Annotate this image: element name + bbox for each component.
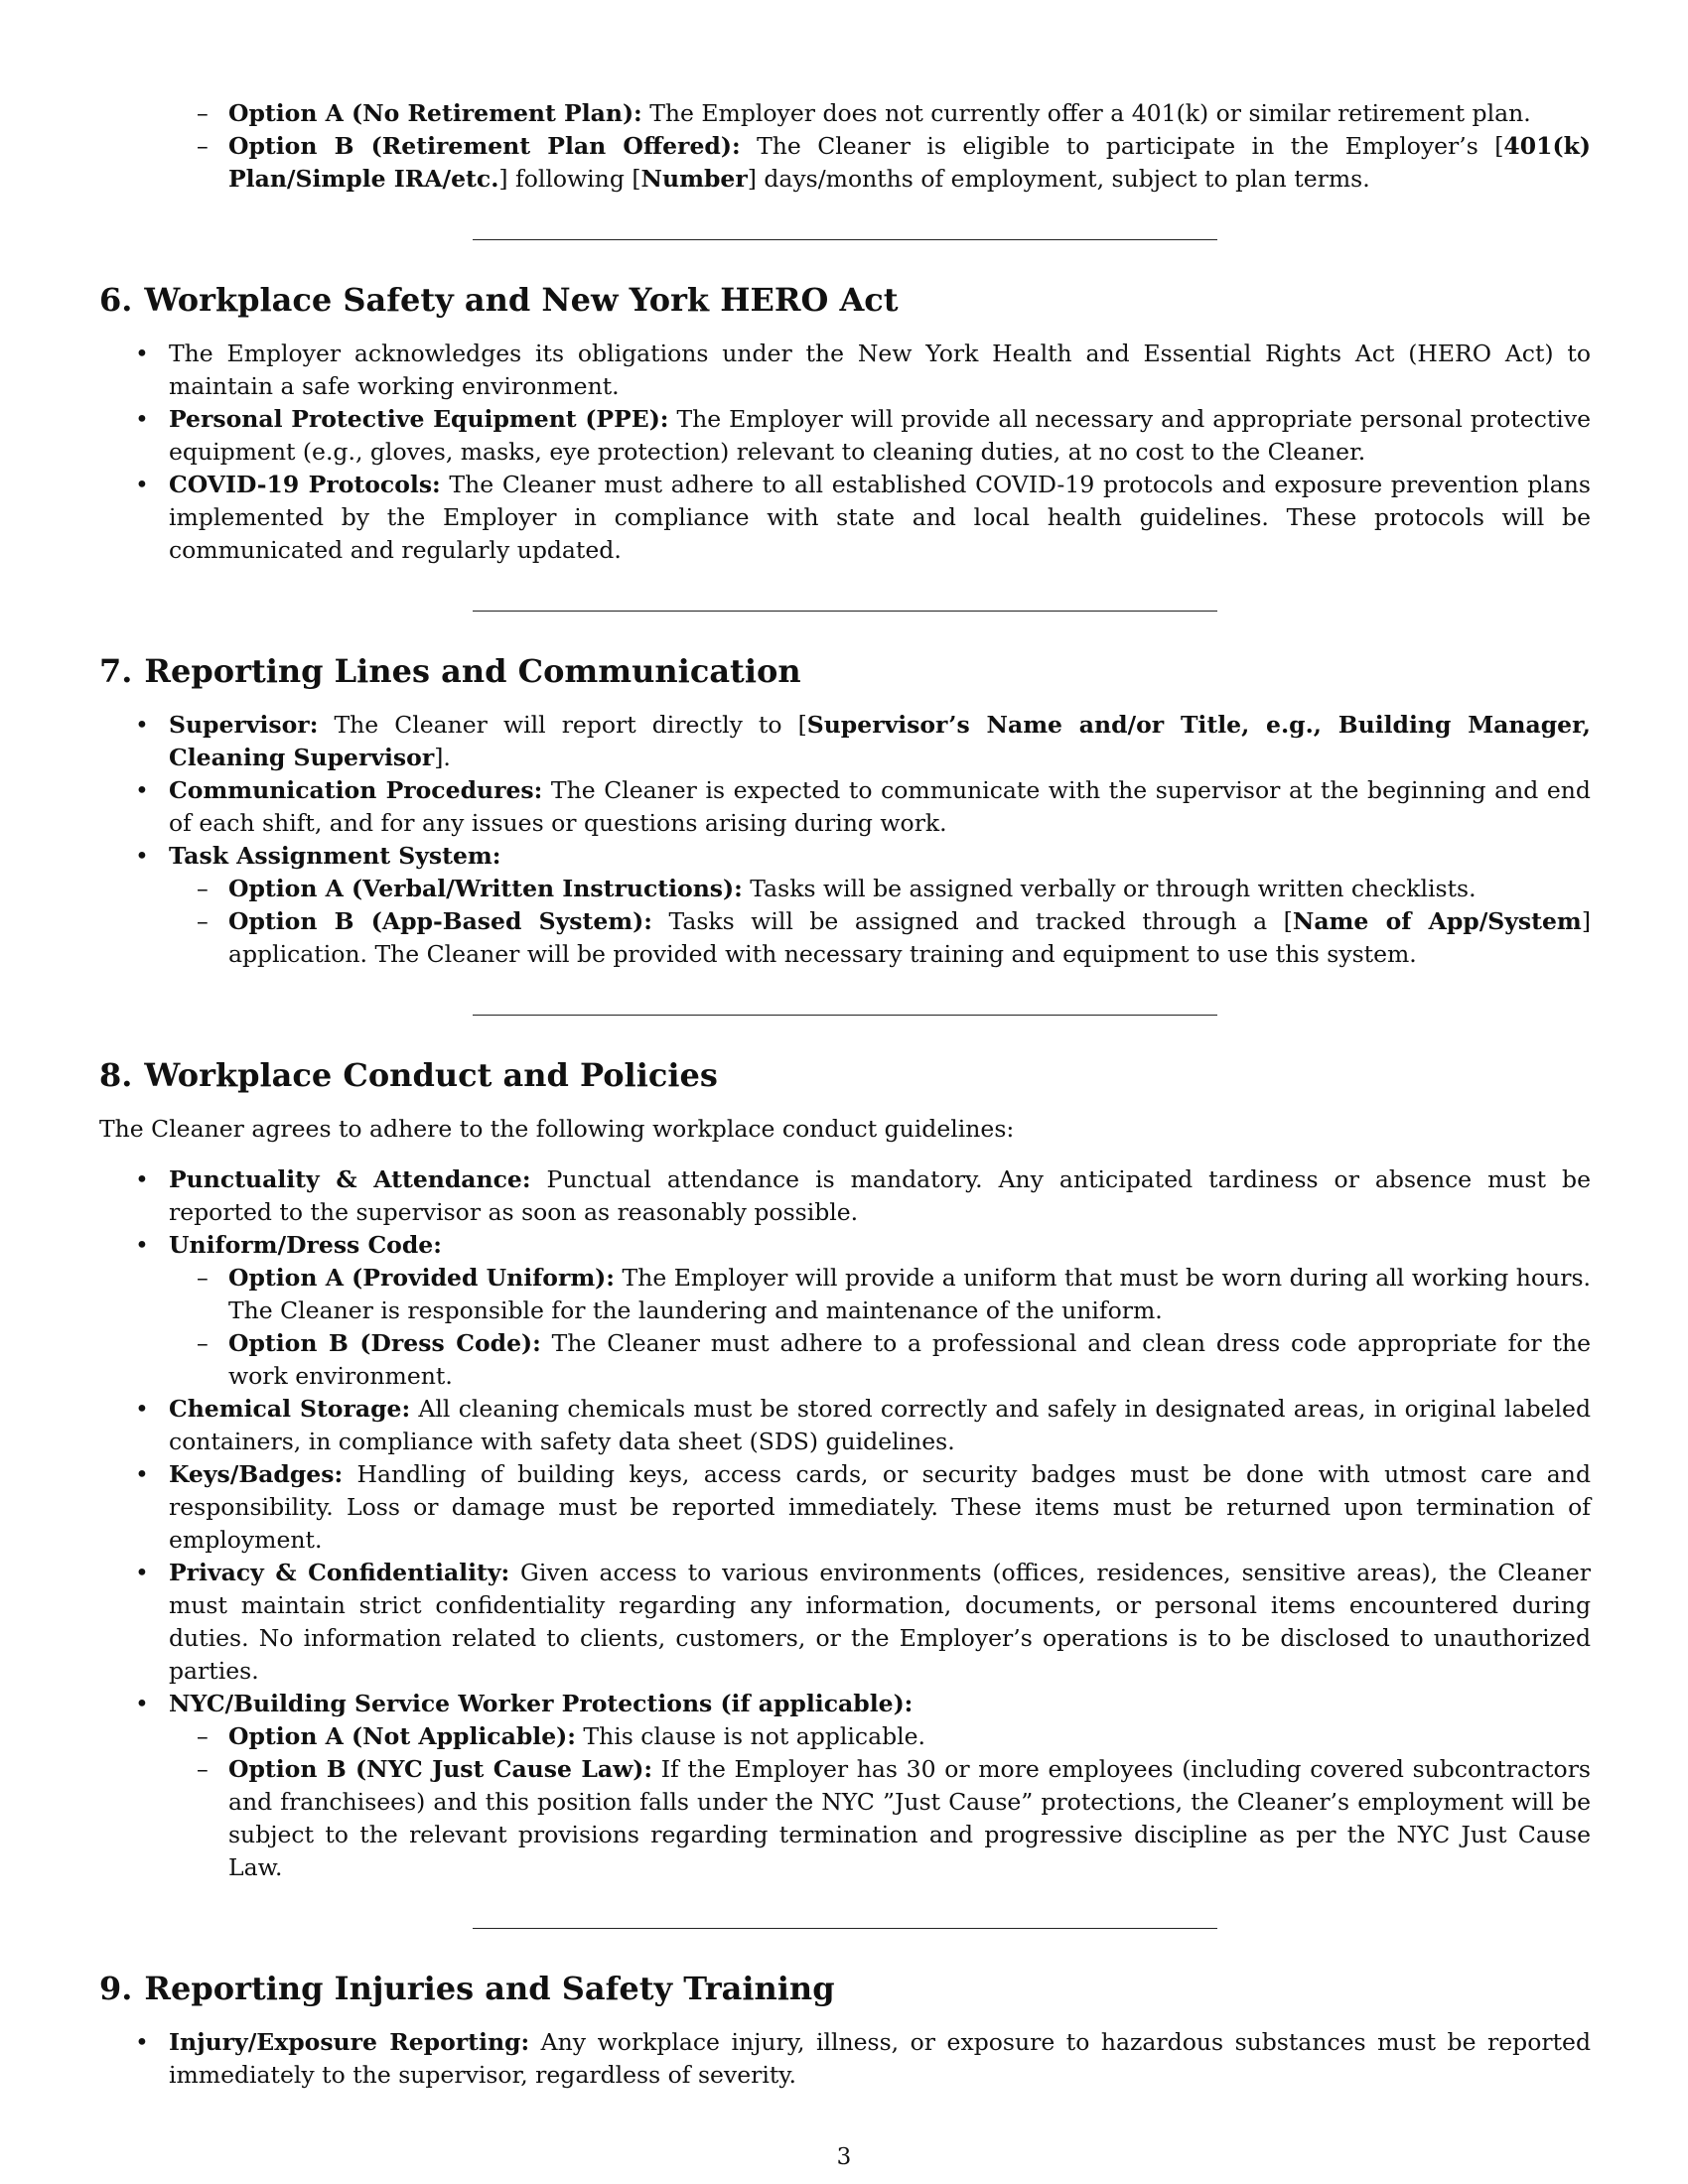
page-number: 3	[836, 2144, 852, 2170]
list-item	[169, 873, 1591, 905]
item-label: Option A (Not Applicable):	[228, 1722, 576, 1750]
item-label: Chemical Storage:	[169, 1395, 411, 1423]
section-7-list	[99, 709, 1591, 971]
bullet-marker: •	[135, 711, 149, 739]
section-divider	[473, 239, 1217, 240]
bullet-marker: •	[135, 2028, 149, 2056]
item-text: ] following [	[498, 165, 641, 193]
item-text: ] application. The Cleaner will be provided with necessary training and equipment to use this system.	[228, 907, 1591, 968]
section-heading-7	[99, 651, 1591, 691]
retirement-options-list	[99, 97, 1591, 196]
item-text: The Cleaner is expected to communicate with the supervisor at the beginning and end of each shift, and for any issues or questions arising during work.	[169, 776, 1591, 837]
bullet-marker: •	[135, 405, 149, 433]
item-label: Task Assignment System:	[169, 842, 501, 870]
section-number: 9.	[99, 1970, 133, 2007]
dash-marker: –	[197, 1722, 209, 1750]
list-item	[169, 1327, 1591, 1393]
list-item	[99, 338, 1591, 403]
item-text: Punctual attendance is mandatory. Any anticipated tardiness or absence must be reported to the supervisor as soon as reasonably possible.	[169, 1165, 1591, 1226]
item-label: COVID-19 Protocols:	[169, 471, 441, 498]
section-divider	[473, 1015, 1217, 1016]
dash-marker: –	[197, 132, 209, 160]
list-item	[169, 1720, 1591, 1753]
placeholder-plan: 401(k) Plan/Simple IRA/etc.	[228, 132, 1591, 193]
item-text: If the Employer has 30 or more employees (including covered subcontractors and franchisees) and this position falls under the NYC ”Just Cause” protections, the Cleaner’s employment will be subject to the relevant provisions regarding termination and progressive discipline as per the NYC Just Cause Law.	[228, 1755, 1591, 1881]
list-item	[99, 1163, 1591, 1229]
section-heading-9	[99, 1969, 1591, 2008]
item-text: ] days/months of employment, subject to plan terms.	[747, 165, 1370, 193]
section-heading-6	[99, 280, 1591, 320]
item-text: Given access to various environments (offices, residences, sensitive areas), the Cleaner must maintain strict confidentiality regarding any information, documents, or personal items encountered during duties. No information related to clients, customers, or the Employer’s operations is to be disclosed to unauthorized parties.	[169, 1559, 1591, 1685]
bullet-marker: •	[135, 1559, 149, 1586]
section-number: 8.	[99, 1056, 133, 1094]
list-item	[169, 1262, 1591, 1327]
list-item	[99, 403, 1591, 469]
section-8-list	[99, 1163, 1591, 1884]
item-label: Punctuality & Attendance:	[169, 1165, 531, 1193]
item-text: Tasks will be assigned and tracked through a [	[651, 907, 1293, 935]
item-label: Option B (App-Based System):	[228, 907, 652, 935]
item-label: Injury/Exposure Reporting:	[169, 2028, 530, 2056]
item-label: Option B (Dress Code):	[228, 1329, 541, 1357]
item-label: Option A (No Retirement Plan):	[228, 99, 642, 127]
item-text: The Employer does not currently offer a 401(k) or similar retirement plan.	[641, 99, 1531, 127]
list-item	[169, 905, 1591, 971]
placeholder-app: Name of App/System	[1292, 907, 1582, 935]
item-label: Option A (Provided Uniform):	[228, 1264, 615, 1292]
list-item	[99, 840, 1591, 971]
list-item	[99, 1393, 1591, 1458]
item-label: Privacy & Confidentiality:	[169, 1559, 510, 1586]
list-item	[99, 1458, 1591, 1557]
dash-marker: –	[197, 907, 209, 935]
bullet-marker: •	[135, 1231, 149, 1259]
item-text: Tasks will be assigned verbally or through written checklists.	[742, 875, 1477, 902]
bullet-marker: •	[135, 1165, 149, 1193]
item-text: All cleaning chemicals must be stored correctly and safely in designated areas, in original labeled containers, in compliance with safety data sheet (SDS) guidelines.	[169, 1395, 1592, 1455]
item-text: The Cleaner must adhere to a professional and clean dress code appropriate for the work environment.	[228, 1329, 1591, 1390]
list-item	[99, 469, 1591, 567]
dash-marker: –	[197, 875, 209, 902]
item-text: ].	[434, 744, 451, 771]
section-divider	[473, 611, 1217, 612]
task-options-list	[169, 873, 1591, 971]
dash-marker: –	[197, 1329, 209, 1357]
section-title: Workplace Safety and New York HERO Act	[144, 281, 899, 319]
placeholder-supervisor: Supervisor’s Name and/or Title, e.g., Building Manager, Cleaning Supervisor	[169, 711, 1591, 771]
section-title: Reporting Lines and Communication	[144, 652, 801, 690]
section-number: 6.	[99, 281, 133, 319]
section-divider	[473, 1928, 1217, 1929]
bullet-marker: •	[135, 1690, 149, 1717]
item-text: The Cleaner will report directly to [	[318, 711, 807, 739]
item-label: Option A (Verbal/Written Instructions):	[228, 875, 743, 902]
bullet-marker: •	[135, 776, 149, 804]
bullet-marker: •	[135, 1395, 149, 1423]
list-item	[99, 130, 1591, 196]
item-label: Option B (Retirement Plan Offered):	[228, 132, 741, 160]
section-9-list	[99, 2026, 1591, 2092]
bullet-marker: •	[135, 340, 149, 367]
item-text: The Cleaner is eligible to participate in the Employer’s [	[740, 132, 1504, 160]
dash-marker: –	[197, 1755, 209, 1783]
item-label: Personal Protective Equipment (PPE):	[169, 405, 669, 433]
placeholder-number: Number	[640, 165, 748, 193]
list-item	[99, 709, 1591, 774]
list-item	[99, 1688, 1591, 1884]
bullet-marker: •	[135, 1460, 149, 1488]
list-item	[99, 1229, 1591, 1393]
section-heading-8	[99, 1055, 1591, 1095]
section-number: 7.	[99, 652, 133, 690]
item-text: The Employer will provide a uniform that must be worn during all working hours. The Cleaner is responsible for the laundering and maintenance of the uniform.	[228, 1264, 1591, 1324]
section-intro: The Cleaner agrees to adhere to the following workplace conduct guidelines:	[99, 1115, 1015, 1143]
dash-marker: –	[197, 99, 209, 127]
section-title: Workplace Conduct and Policies	[144, 1056, 718, 1094]
item-text: The Cleaner must adhere to all established COVID-19 protocols and exposure prevention plans implemented by the Employer in compliance with state and local health guidelines. These protocols will be communicated and regularly updated.	[169, 471, 1591, 564]
item-label: Uniform/Dress Code:	[169, 1231, 442, 1259]
item-label: Communication Procedures:	[169, 776, 543, 804]
list-item	[99, 97, 1591, 130]
item-text: This clause is not applicable.	[575, 1722, 926, 1750]
section-6-list	[99, 338, 1591, 567]
uniform-options-list	[169, 1262, 1591, 1393]
item-label: Supervisor:	[169, 711, 319, 739]
item-text: The Employer acknowledges its obligations under the New York Health and Essential Rights Act (HERO Act) to maintain a safe working environment.	[169, 340, 1591, 400]
item-label: Keys/Badges:	[169, 1460, 344, 1488]
bullet-marker: •	[135, 471, 149, 498]
item-text: The Employer will provide all necessary and appropriate personal protective equipment (e.g., gloves, masks, eye protection) relevant to cleaning duties, at no cost to the Cleaner.	[169, 405, 1591, 466]
dash-marker: –	[197, 1264, 209, 1292]
list-item	[99, 2026, 1591, 2092]
item-text: Handling of building keys, access cards, or security badges must be done with utmost care and responsibility. Loss or damage must be reported immediately. These items must be returned upon termination of employment.	[169, 1460, 1591, 1554]
nyc-options-list	[169, 1720, 1591, 1884]
list-item	[99, 774, 1591, 840]
item-text: Any workplace injury, illness, or exposure to hazardous substances must be reported immediately to the supervisor, regardless of severity.	[169, 2028, 1591, 2089]
item-label: Option B (NYC Just Cause Law):	[228, 1755, 653, 1783]
item-label: NYC/Building Service Worker Protections (if applicable):	[169, 1690, 914, 1717]
list-item	[169, 1753, 1591, 1884]
bullet-marker: •	[135, 842, 149, 870]
document-page	[99, 97, 1591, 2092]
section-title: Reporting Injuries and Safety Training	[144, 1970, 835, 2007]
list-item	[99, 1557, 1591, 1688]
